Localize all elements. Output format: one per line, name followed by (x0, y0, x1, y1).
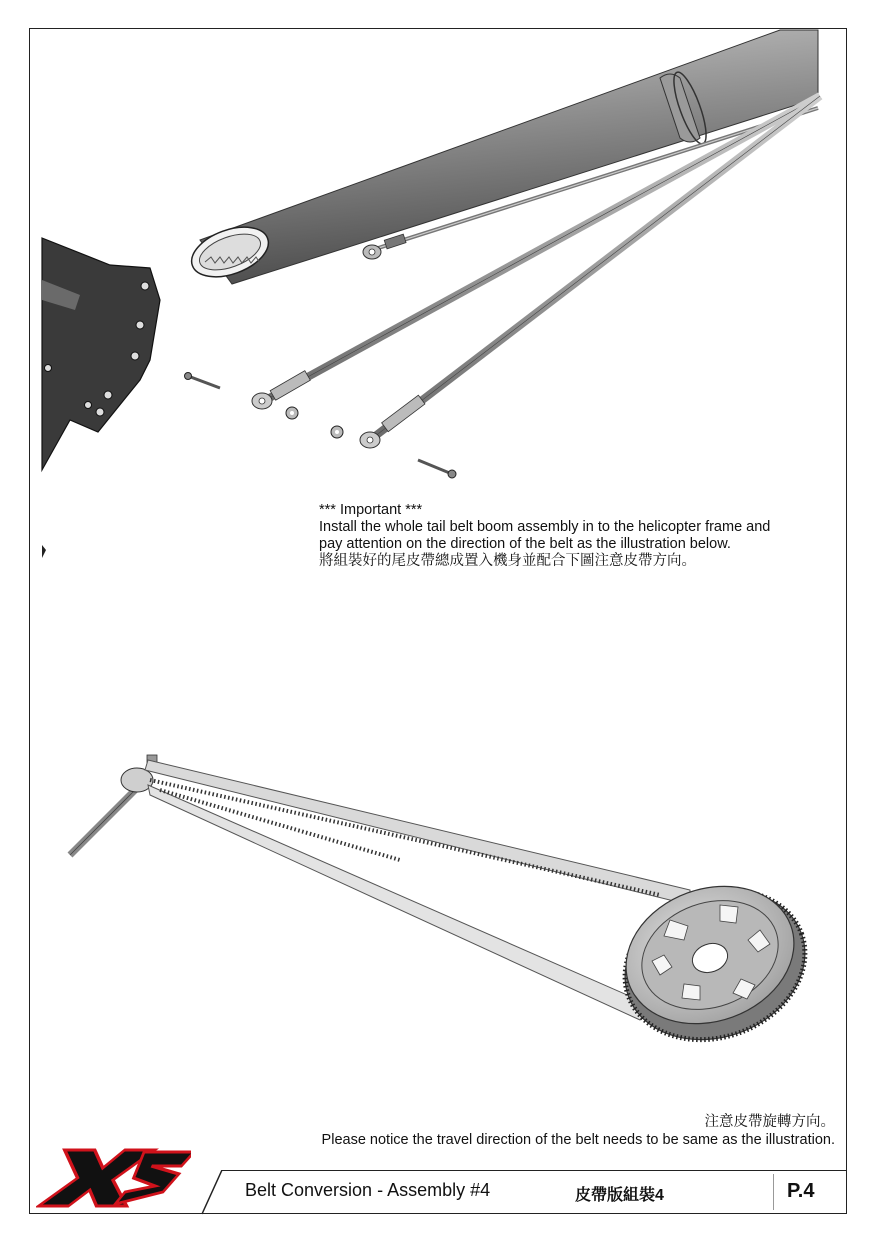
caption-cn: 注意皮帶旋轉方向。 (704, 1114, 835, 1130)
footer-rule (222, 1170, 847, 1171)
helicopter-frame (42, 238, 160, 558)
notice-line-1: Install the whole tail belt boom assembly in to the helicopter frame and (319, 519, 771, 535)
footer-title-cn: 皮帶版組裝4 (575, 1187, 664, 1204)
page-number: P.4 (787, 1180, 815, 1202)
belt-illustration (70, 755, 826, 1064)
hardware-parts (185, 373, 457, 479)
belt-direction-caption (322, 1113, 835, 1149)
caption-en: Please notice the travel direction of the belt needs to be same as the illustration. (321, 1132, 835, 1148)
footer-divider (198, 1170, 228, 1215)
tail-boom-tube (185, 30, 818, 286)
page-separator (773, 1174, 774, 1210)
important-notice (319, 502, 849, 570)
notice-heading: *** Important *** (319, 502, 423, 518)
notice-line-2: pay attention on the direction of the belt as the illustration below. (319, 536, 731, 552)
x3-logo (36, 1146, 191, 1208)
notice-line-cn: 將組裝好的尾皮帶總成置入機身並配合下圖注意皮帶方向。 (319, 553, 696, 569)
footer-title: Belt Conversion - Assembly #4 (245, 1180, 491, 1200)
